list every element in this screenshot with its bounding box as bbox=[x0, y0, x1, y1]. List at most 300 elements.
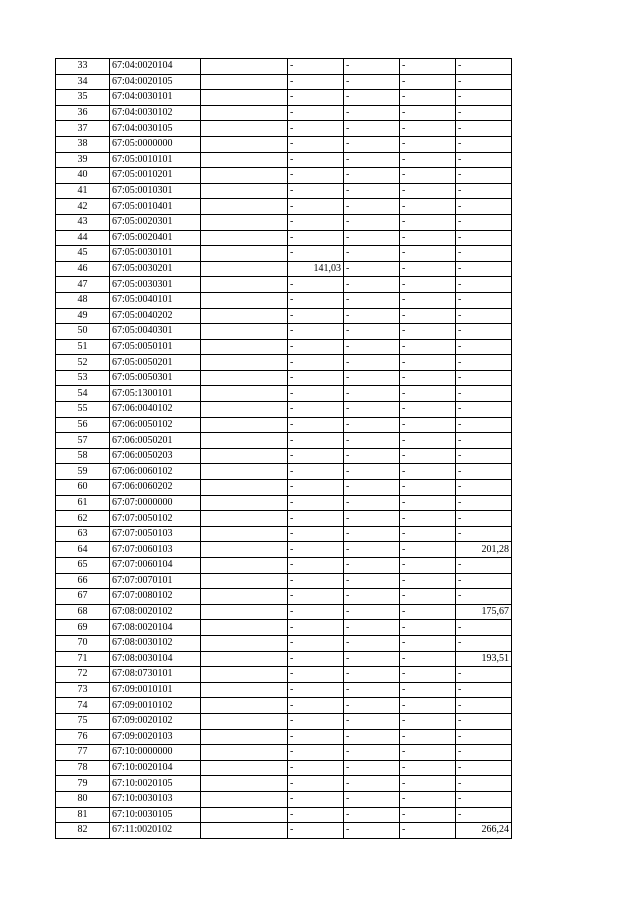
value-cell-3: - bbox=[400, 480, 456, 496]
row-number-cell: 80 bbox=[56, 791, 110, 807]
table-row bbox=[56, 136, 512, 152]
value-cell-3: - bbox=[400, 448, 456, 464]
value-cell-4: - bbox=[456, 183, 512, 199]
cadastral-code-cell: 67:05:0010401 bbox=[110, 199, 201, 215]
value-cell-3: - bbox=[400, 370, 456, 386]
table-row bbox=[56, 542, 512, 558]
row-number-cell: 43 bbox=[56, 214, 110, 230]
value-cell-1: - bbox=[288, 136, 344, 152]
value-cell-3: - bbox=[400, 823, 456, 839]
table-row bbox=[56, 776, 512, 792]
row-number-cell: 60 bbox=[56, 480, 110, 496]
row-number-cell: 66 bbox=[56, 573, 110, 589]
cadastral-code-cell: 67:05:0040101 bbox=[110, 292, 201, 308]
cadastral-code-cell: 67:06:0050102 bbox=[110, 417, 201, 433]
row-number-cell: 59 bbox=[56, 464, 110, 480]
value-cell-4: - bbox=[456, 121, 512, 137]
value-cell-1: - bbox=[288, 604, 344, 620]
value-cell-3: - bbox=[400, 339, 456, 355]
cadastral-code-cell: 67:08:0030102 bbox=[110, 635, 201, 651]
value-cell-3: - bbox=[400, 495, 456, 511]
blank-cell bbox=[201, 199, 288, 215]
value-cell-4: - bbox=[456, 433, 512, 449]
table-row bbox=[56, 183, 512, 199]
value-cell-2: - bbox=[344, 370, 400, 386]
value-cell-1: - bbox=[288, 526, 344, 542]
row-number-cell: 82 bbox=[56, 823, 110, 839]
value-cell-2: - bbox=[344, 417, 400, 433]
value-cell-2: - bbox=[344, 74, 400, 90]
value-cell-4: - bbox=[456, 480, 512, 496]
table-row bbox=[56, 823, 512, 839]
table-row bbox=[56, 667, 512, 683]
value-cell-1: - bbox=[288, 402, 344, 418]
value-cell-1: - bbox=[288, 433, 344, 449]
value-cell-2: - bbox=[344, 480, 400, 496]
value-cell-1: - bbox=[288, 480, 344, 496]
value-cell-1: - bbox=[288, 729, 344, 745]
blank-cell bbox=[201, 464, 288, 480]
value-cell-2: - bbox=[344, 791, 400, 807]
value-cell-3: - bbox=[400, 635, 456, 651]
table-row bbox=[56, 573, 512, 589]
value-cell-4: - bbox=[456, 713, 512, 729]
blank-cell bbox=[201, 433, 288, 449]
value-cell-1: - bbox=[288, 183, 344, 199]
table-row bbox=[56, 402, 512, 418]
value-cell-3: - bbox=[400, 121, 456, 137]
cadastral-code-cell: 67:10:0020104 bbox=[110, 760, 201, 776]
value-cell-4: - bbox=[456, 355, 512, 371]
row-number-cell: 71 bbox=[56, 651, 110, 667]
value-cell-4: - bbox=[456, 807, 512, 823]
value-cell-3: - bbox=[400, 168, 456, 184]
value-cell-2: - bbox=[344, 713, 400, 729]
value-cell-4: 201,28 bbox=[456, 542, 512, 558]
row-number-cell: 52 bbox=[56, 355, 110, 371]
value-cell-2: - bbox=[344, 511, 400, 527]
value-cell-1: - bbox=[288, 542, 344, 558]
blank-cell bbox=[201, 542, 288, 558]
blank-cell bbox=[201, 558, 288, 574]
row-number-cell: 78 bbox=[56, 760, 110, 776]
value-cell-3: - bbox=[400, 199, 456, 215]
row-number-cell: 34 bbox=[56, 74, 110, 90]
value-cell-2: - bbox=[344, 604, 400, 620]
row-number-cell: 56 bbox=[56, 417, 110, 433]
blank-cell bbox=[201, 386, 288, 402]
blank-cell bbox=[201, 823, 288, 839]
row-number-cell: 46 bbox=[56, 261, 110, 277]
blank-cell bbox=[201, 682, 288, 698]
table-row bbox=[56, 620, 512, 636]
value-cell-1: - bbox=[288, 558, 344, 574]
table-row bbox=[56, 729, 512, 745]
cadastral-code-cell: 67:05:0000000 bbox=[110, 136, 201, 152]
value-cell-1: - bbox=[288, 464, 344, 480]
table-row bbox=[56, 246, 512, 262]
value-cell-4: - bbox=[456, 745, 512, 761]
value-cell-2: - bbox=[344, 90, 400, 106]
cadastral-code-cell: 67:05:0040301 bbox=[110, 324, 201, 340]
value-cell-3: - bbox=[400, 791, 456, 807]
value-cell-4: - bbox=[456, 635, 512, 651]
value-cell-3: - bbox=[400, 589, 456, 605]
value-cell-2: - bbox=[344, 698, 400, 714]
cadastral-code-cell: 67:06:0060102 bbox=[110, 464, 201, 480]
row-number-cell: 50 bbox=[56, 324, 110, 340]
value-cell-4: - bbox=[456, 74, 512, 90]
cadastral-code-cell: 67:07:0060103 bbox=[110, 542, 201, 558]
table-row bbox=[56, 230, 512, 246]
table-row bbox=[56, 526, 512, 542]
value-cell-4: - bbox=[456, 448, 512, 464]
value-cell-4: 266,24 bbox=[456, 823, 512, 839]
value-cell-2: - bbox=[344, 526, 400, 542]
value-cell-1: - bbox=[288, 324, 344, 340]
value-cell-4: - bbox=[456, 386, 512, 402]
value-cell-4: - bbox=[456, 417, 512, 433]
value-cell-3: - bbox=[400, 511, 456, 527]
cadastral-code-cell: 67:05:0010201 bbox=[110, 168, 201, 184]
table-row bbox=[56, 121, 512, 137]
blank-cell bbox=[201, 511, 288, 527]
value-cell-1: - bbox=[288, 386, 344, 402]
value-cell-2: - bbox=[344, 324, 400, 340]
blank-cell bbox=[201, 261, 288, 277]
blank-cell bbox=[201, 760, 288, 776]
table-row bbox=[56, 464, 512, 480]
value-cell-4: - bbox=[456, 760, 512, 776]
value-cell-4: - bbox=[456, 308, 512, 324]
value-cell-3: - bbox=[400, 105, 456, 121]
value-cell-1: - bbox=[288, 651, 344, 667]
value-cell-3: - bbox=[400, 729, 456, 745]
row-number-cell: 47 bbox=[56, 277, 110, 293]
value-cell-4: - bbox=[456, 558, 512, 574]
value-cell-1: - bbox=[288, 573, 344, 589]
blank-cell bbox=[201, 651, 288, 667]
value-cell-3: - bbox=[400, 386, 456, 402]
value-cell-1: - bbox=[288, 355, 344, 371]
row-number-cell: 68 bbox=[56, 604, 110, 620]
cadastral-code-cell: 67:07:0050103 bbox=[110, 526, 201, 542]
blank-cell bbox=[201, 246, 288, 262]
value-cell-1: - bbox=[288, 105, 344, 121]
table-row bbox=[56, 59, 512, 75]
value-cell-4: - bbox=[456, 495, 512, 511]
row-number-cell: 48 bbox=[56, 292, 110, 308]
row-number-cell: 64 bbox=[56, 542, 110, 558]
value-cell-4: - bbox=[456, 667, 512, 683]
row-number-cell: 35 bbox=[56, 90, 110, 106]
value-cell-1: - bbox=[288, 448, 344, 464]
cadastral-code-cell: 67:05:0010301 bbox=[110, 183, 201, 199]
table-row bbox=[56, 791, 512, 807]
value-cell-1: - bbox=[288, 776, 344, 792]
value-cell-4: - bbox=[456, 511, 512, 527]
value-cell-3: - bbox=[400, 651, 456, 667]
value-cell-1: - bbox=[288, 713, 344, 729]
row-number-cell: 69 bbox=[56, 620, 110, 636]
value-cell-2: - bbox=[344, 136, 400, 152]
table-row bbox=[56, 713, 512, 729]
cadastral-code-cell: 67:05:0050101 bbox=[110, 339, 201, 355]
value-cell-2: - bbox=[344, 386, 400, 402]
blank-cell bbox=[201, 59, 288, 75]
value-cell-1: - bbox=[288, 59, 344, 75]
value-cell-3: - bbox=[400, 698, 456, 714]
table-row bbox=[56, 308, 512, 324]
row-number-cell: 74 bbox=[56, 698, 110, 714]
table-row bbox=[56, 324, 512, 340]
value-cell-3: - bbox=[400, 760, 456, 776]
value-cell-3: - bbox=[400, 620, 456, 636]
cadastral-code-cell: 67:08:0030104 bbox=[110, 651, 201, 667]
cadastral-code-cell: 67:05:0030101 bbox=[110, 246, 201, 262]
blank-cell bbox=[201, 807, 288, 823]
table-row bbox=[56, 74, 512, 90]
value-cell-3: - bbox=[400, 542, 456, 558]
value-cell-3: - bbox=[400, 573, 456, 589]
cadastral-code-cell: 67:05:0020401 bbox=[110, 230, 201, 246]
row-number-cell: 41 bbox=[56, 183, 110, 199]
value-cell-3: - bbox=[400, 776, 456, 792]
row-number-cell: 42 bbox=[56, 199, 110, 215]
value-cell-2: - bbox=[344, 651, 400, 667]
value-cell-3: - bbox=[400, 277, 456, 293]
value-cell-2: - bbox=[344, 230, 400, 246]
value-cell-3: - bbox=[400, 713, 456, 729]
cadastral-code-cell: 67:05:0050201 bbox=[110, 355, 201, 371]
blank-cell bbox=[201, 635, 288, 651]
cadastral-code-cell: 67:05:0050301 bbox=[110, 370, 201, 386]
blank-cell bbox=[201, 402, 288, 418]
value-cell-3: - bbox=[400, 183, 456, 199]
cadastral-code-cell: 67:08:0730101 bbox=[110, 667, 201, 683]
value-cell-4: - bbox=[456, 526, 512, 542]
value-cell-1: - bbox=[288, 511, 344, 527]
row-number-cell: 33 bbox=[56, 59, 110, 75]
table-row bbox=[56, 292, 512, 308]
table-row bbox=[56, 152, 512, 168]
cadastral-code-cell: 67:05:0030301 bbox=[110, 277, 201, 293]
value-cell-4: - bbox=[456, 573, 512, 589]
cadastral-code-cell: 67:05:0030201 bbox=[110, 261, 201, 277]
value-cell-4: - bbox=[456, 214, 512, 230]
blank-cell bbox=[201, 604, 288, 620]
blank-cell bbox=[201, 589, 288, 605]
value-cell-2: - bbox=[344, 199, 400, 215]
table-row bbox=[56, 277, 512, 293]
table-row bbox=[56, 386, 512, 402]
row-number-cell: 77 bbox=[56, 745, 110, 761]
table-row bbox=[56, 199, 512, 215]
blank-cell bbox=[201, 339, 288, 355]
value-cell-2: - bbox=[344, 542, 400, 558]
blank-cell bbox=[201, 355, 288, 371]
value-cell-2: - bbox=[344, 152, 400, 168]
value-cell-2: - bbox=[344, 433, 400, 449]
value-cell-1: - bbox=[288, 682, 344, 698]
value-cell-2: - bbox=[344, 760, 400, 776]
table-row bbox=[56, 635, 512, 651]
table-row bbox=[56, 214, 512, 230]
row-number-cell: 37 bbox=[56, 121, 110, 137]
value-cell-1: - bbox=[288, 589, 344, 605]
cadastral-code-cell: 67:09:0020102 bbox=[110, 713, 201, 729]
value-cell-2: - bbox=[344, 214, 400, 230]
blank-cell bbox=[201, 729, 288, 745]
value-cell-1: - bbox=[288, 620, 344, 636]
blank-cell bbox=[201, 121, 288, 137]
row-number-cell: 70 bbox=[56, 635, 110, 651]
value-cell-3: - bbox=[400, 402, 456, 418]
value-cell-4: - bbox=[456, 199, 512, 215]
row-number-cell: 57 bbox=[56, 433, 110, 449]
cadastral-code-cell: 67:09:0020103 bbox=[110, 729, 201, 745]
value-cell-2: - bbox=[344, 308, 400, 324]
cadastral-code-cell: 67:11:0020102 bbox=[110, 823, 201, 839]
row-number-cell: 76 bbox=[56, 729, 110, 745]
cadastral-code-cell: 67:06:0060202 bbox=[110, 480, 201, 496]
value-cell-1: - bbox=[288, 214, 344, 230]
value-cell-4: - bbox=[456, 168, 512, 184]
table-row bbox=[56, 495, 512, 511]
value-cell-1: - bbox=[288, 495, 344, 511]
cadastral-code-cell: 67:09:0010101 bbox=[110, 682, 201, 698]
value-cell-2: - bbox=[344, 776, 400, 792]
blank-cell bbox=[201, 620, 288, 636]
cadastral-code-cell: 67:08:0020104 bbox=[110, 620, 201, 636]
value-cell-1: - bbox=[288, 635, 344, 651]
value-cell-3: - bbox=[400, 292, 456, 308]
cadastral-code-cell: 67:06:0040102 bbox=[110, 402, 201, 418]
row-number-cell: 51 bbox=[56, 339, 110, 355]
value-cell-3: - bbox=[400, 230, 456, 246]
blank-cell bbox=[201, 230, 288, 246]
value-cell-4: - bbox=[456, 589, 512, 605]
value-cell-4: - bbox=[456, 105, 512, 121]
blank-cell bbox=[201, 136, 288, 152]
table-row bbox=[56, 480, 512, 496]
table-row bbox=[56, 370, 512, 386]
value-cell-4: - bbox=[456, 261, 512, 277]
value-cell-2: - bbox=[344, 448, 400, 464]
value-cell-3: - bbox=[400, 324, 456, 340]
blank-cell bbox=[201, 152, 288, 168]
value-cell-4: - bbox=[456, 90, 512, 106]
value-cell-4: - bbox=[456, 246, 512, 262]
value-cell-1: - bbox=[288, 168, 344, 184]
blank-cell bbox=[201, 480, 288, 496]
value-cell-3: - bbox=[400, 152, 456, 168]
table-body bbox=[56, 59, 512, 839]
value-cell-2: - bbox=[344, 667, 400, 683]
blank-cell bbox=[201, 370, 288, 386]
value-cell-1: - bbox=[288, 417, 344, 433]
blank-cell bbox=[201, 277, 288, 293]
value-cell-3: - bbox=[400, 417, 456, 433]
value-cell-4: - bbox=[456, 59, 512, 75]
cadastral-code-cell: 67:05:0040202 bbox=[110, 308, 201, 324]
data-table bbox=[55, 58, 512, 839]
cadastral-code-cell: 67:08:0020102 bbox=[110, 604, 201, 620]
value-cell-2: - bbox=[344, 339, 400, 355]
value-cell-3: - bbox=[400, 604, 456, 620]
value-cell-3: - bbox=[400, 261, 456, 277]
value-cell-1: - bbox=[288, 74, 344, 90]
value-cell-4: - bbox=[456, 698, 512, 714]
value-cell-3: - bbox=[400, 745, 456, 761]
value-cell-3: - bbox=[400, 136, 456, 152]
value-cell-1: - bbox=[288, 90, 344, 106]
blank-cell bbox=[201, 745, 288, 761]
row-number-cell: 65 bbox=[56, 558, 110, 574]
blank-cell bbox=[201, 183, 288, 199]
value-cell-1: - bbox=[288, 791, 344, 807]
value-cell-2: - bbox=[344, 59, 400, 75]
value-cell-2: - bbox=[344, 573, 400, 589]
blank-cell bbox=[201, 667, 288, 683]
row-number-cell: 63 bbox=[56, 526, 110, 542]
table-row bbox=[56, 698, 512, 714]
value-cell-2: - bbox=[344, 246, 400, 262]
value-cell-4: - bbox=[456, 324, 512, 340]
table-row bbox=[56, 339, 512, 355]
value-cell-1: - bbox=[288, 199, 344, 215]
value-cell-4: - bbox=[456, 277, 512, 293]
blank-cell bbox=[201, 573, 288, 589]
value-cell-1: - bbox=[288, 667, 344, 683]
cadastral-code-cell: 67:10:0000000 bbox=[110, 745, 201, 761]
row-number-cell: 73 bbox=[56, 682, 110, 698]
value-cell-4: - bbox=[456, 402, 512, 418]
value-cell-3: - bbox=[400, 74, 456, 90]
cadastral-code-cell: 67:10:0020105 bbox=[110, 776, 201, 792]
value-cell-1: 141,03 bbox=[288, 261, 344, 277]
table-row bbox=[56, 433, 512, 449]
cadastral-code-cell: 67:10:0030103 bbox=[110, 791, 201, 807]
blank-cell bbox=[201, 168, 288, 184]
value-cell-3: - bbox=[400, 214, 456, 230]
value-cell-1: - bbox=[288, 745, 344, 761]
table-row bbox=[56, 682, 512, 698]
cadastral-code-cell: 67:07:0000000 bbox=[110, 495, 201, 511]
table-row bbox=[56, 355, 512, 371]
cadastral-code-cell: 67:05:0010101 bbox=[110, 152, 201, 168]
value-cell-3: - bbox=[400, 308, 456, 324]
value-cell-2: - bbox=[344, 589, 400, 605]
row-number-cell: 36 bbox=[56, 105, 110, 121]
value-cell-3: - bbox=[400, 355, 456, 371]
value-cell-2: - bbox=[344, 183, 400, 199]
value-cell-4: - bbox=[456, 339, 512, 355]
value-cell-2: - bbox=[344, 620, 400, 636]
value-cell-1: - bbox=[288, 823, 344, 839]
value-cell-3: - bbox=[400, 246, 456, 262]
blank-cell bbox=[201, 417, 288, 433]
table-row bbox=[56, 417, 512, 433]
table-row bbox=[56, 105, 512, 121]
value-cell-2: - bbox=[344, 823, 400, 839]
row-number-cell: 40 bbox=[56, 168, 110, 184]
table-row bbox=[56, 651, 512, 667]
blank-cell bbox=[201, 526, 288, 542]
row-number-cell: 79 bbox=[56, 776, 110, 792]
blank-cell bbox=[201, 448, 288, 464]
value-cell-2: - bbox=[344, 495, 400, 511]
